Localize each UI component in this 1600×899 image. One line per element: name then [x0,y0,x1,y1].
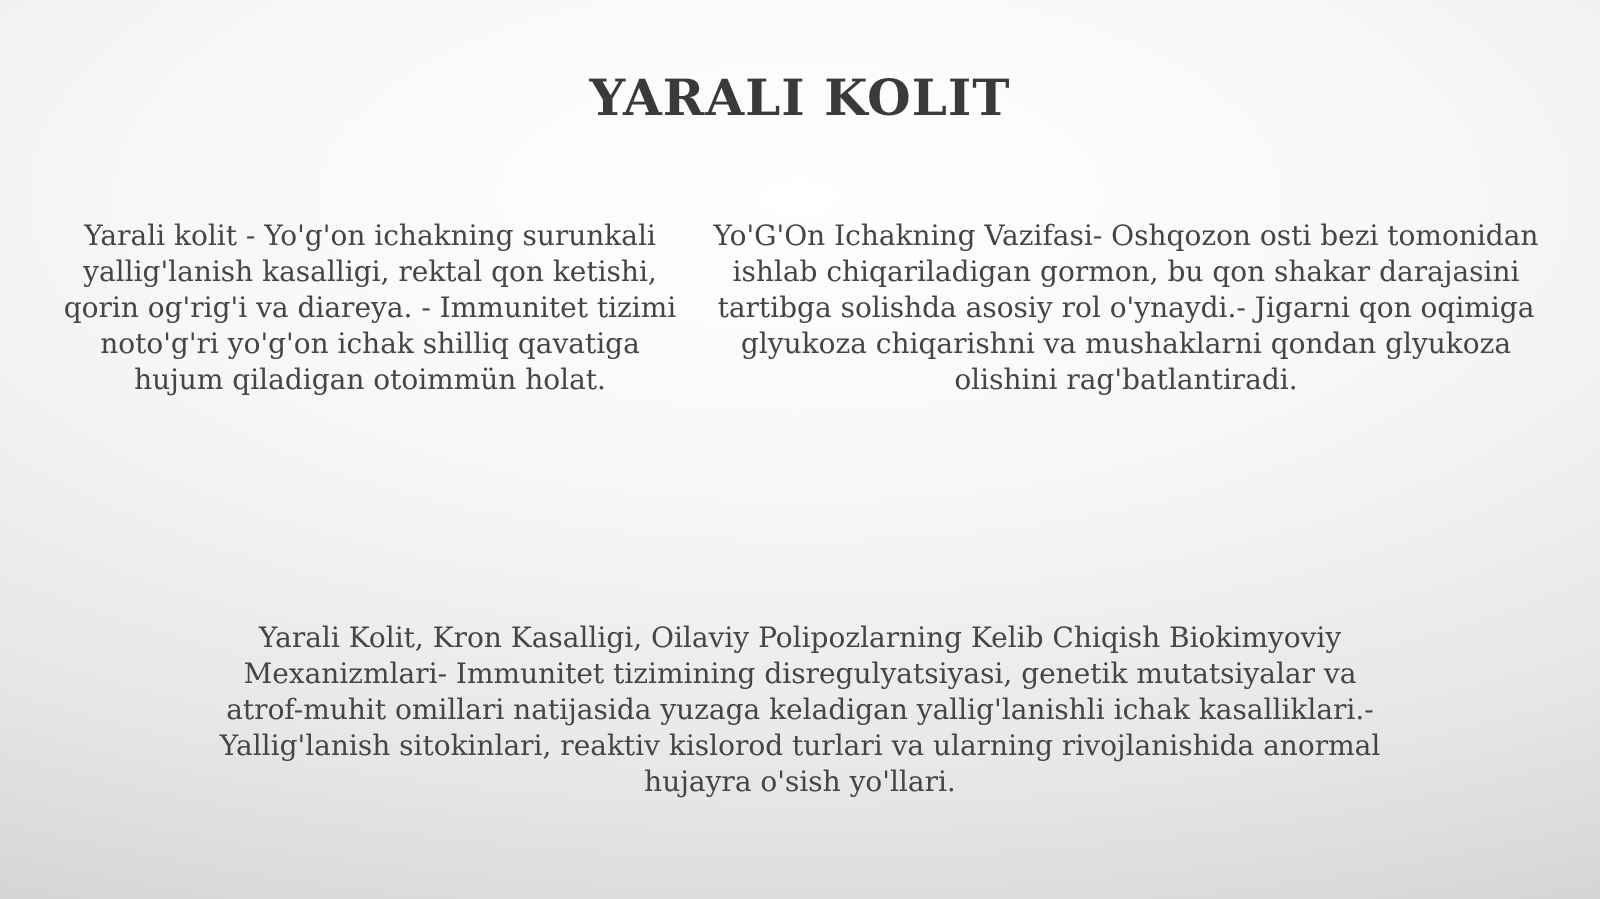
left-text-block: Yarali kolit - Yo'g'on ichakning surunkali yallig'lanish kasalligi, rektal qon ketishi, qorin og'rig'i va diareya. - Immunitet tizimi noto'g'ri yo'g'on ichak shilliq qavatiga hujum qiladigan otoimmün holat. [63,219,677,396]
slide-title: YARALI KOLIT [589,68,1011,127]
right-text-block: Yo'G'On Ichakning Vazifasi- Oshqozon osti bezi tomonidan ishlab chiqariladigan gormon, bu qon shakar darajasini tartibga solishda asosiy rol o'ynaydi.- Jigarni qon oqimiga glyukoza chiqarishni va mushaklarni qondan glyukoza olishini rag'batlantiradi. [713,219,1539,396]
bottom-text-block: Yarali Kolit, Kron Kasalligi, Oilaviy Polipozlarning Kelib Chiqish Biokimyoviy Mexanizmlari- Immunitet tizimining disregulyatsiyasi, genetik mutatsiyalar va atrof-muhit omillari natijasida yuzaga keladigan yallig'lanishli ichak kasalliklari.- Yallig'lanish sitokinlari, reaktiv kislorod turlari va ularning rivojlanishida anormal hujayra o'sish yo'llari. [219,621,1381,798]
